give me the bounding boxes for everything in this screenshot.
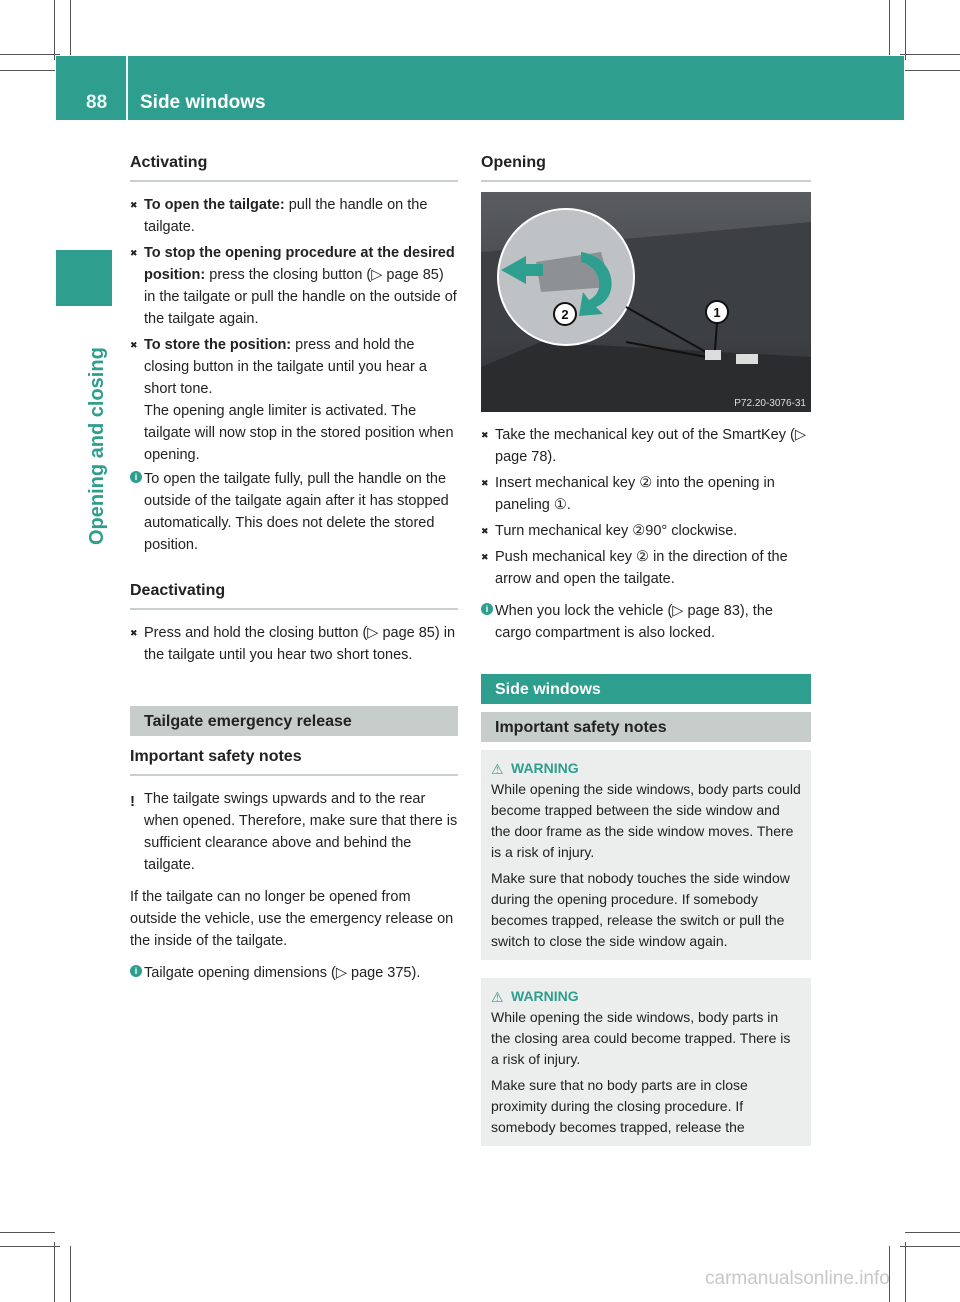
deactivating-heading: Deactivating [130,580,458,610]
info-note [130,468,458,556]
opening-heading: Opening [481,152,811,182]
crop-mark [905,1232,960,1233]
right-column [481,152,811,1146]
crop-mark [900,1246,960,1247]
info-icon: i [130,965,142,977]
step-text: press and hold the closing button in the tailgate until you hear a short tone. [144,337,427,397]
warning-text: While opening the side windows, body parts in the closing area could become trapped. There is a risk of injury. [491,1009,791,1067]
step-extra: The opening angle limiter is activated. The tailgate will now stop in the stored position when opening. [144,403,454,463]
caution-note [130,788,458,876]
figure-code: P72.20-3076-31 [734,398,806,409]
page-number: 88 [86,92,108,113]
paragraph: If the tailgate can no longer be opened from outside the vehicle, use the emergency release on the inside of the tailgate. [130,889,454,949]
crop-mark [889,0,890,55]
warning-title: WARNING [511,760,579,776]
crop-mark [905,1242,906,1302]
warning-title: WARNING [511,988,579,1004]
warning-text: Make sure that nobody touches the side window during the opening procedure. If somebody becomes trapped, release the switch or pull the switch to close the side window again. [491,870,790,949]
header-separator [126,56,128,120]
step-take-key [481,424,811,468]
tailgate-figure [481,192,811,412]
section-side-label: Opening and closing [86,347,108,545]
crop-mark [54,1242,55,1302]
step-store-position [130,334,458,466]
info-note [481,600,811,644]
crop-mark [70,1246,71,1302]
step-deactivate [130,622,458,666]
caution-icon: ! [130,793,135,810]
step-bold: To open the tailgate: [144,197,285,213]
activating-heading: Activating [130,152,458,182]
step-text: pull the handle on the tailgate. [144,197,428,235]
step-bold: To stop the opening procedure at the desired position: [144,245,455,283]
crop-mark [0,1232,55,1233]
step-open-tailgate [130,194,458,238]
step-push-key [481,546,811,590]
section-band-green: Side windows [481,674,811,704]
callout-label: 1 [713,305,721,320]
crop-mark [905,0,906,60]
section-band: Tailgate emergency release [130,706,458,736]
step-insert-key [481,472,811,516]
crop-mark [905,70,960,71]
left-column [130,152,458,984]
info-text: Tailgate opening dimensions (▷ page 375). [144,965,421,981]
info-note [130,962,458,984]
step-text: Insert mechanical key ② into the opening in paneling ①. [495,475,775,513]
page-title: Side windows [140,92,266,113]
warning-text: Make sure that no body parts are in close proximity during the closing procedure. If somebody becomes trapped, release the [491,1077,748,1135]
warning-icon: ⚠ [491,761,504,777]
caution-text: The tailgate swings upwards and to the rear when opened. Therefore, make sure that there is sufficient clearance above and behind the tailgate. [144,791,458,873]
step-text: press the closing button (▷ page 85) in the tailgate or pull the handle on the outside of the tailgate again. [144,267,457,327]
info-text: When you lock the vehicle (▷ page 83), the cargo compartment is also locked. [495,603,773,641]
crop-mark [0,70,55,71]
step-text: Turn mechanical key ②90° clockwise. [495,523,738,539]
safety-heading: Important safety notes [130,746,458,776]
warning-icon: ⚠ [491,989,504,1005]
warning-box [481,750,811,960]
step-bold: To store the position: [144,337,292,353]
crop-mark [0,54,60,55]
step-turn-key [481,520,811,542]
crop-mark [900,54,960,55]
info-icon: i [130,471,142,483]
step-text: Push mechanical key ② in the direction of the arrow and open the tailgate. [495,549,788,587]
crop-mark [0,1246,60,1247]
callout-label: 2 [561,307,569,322]
section-band: Important safety notes [481,712,811,742]
crop-mark [70,0,71,55]
step-text: Press and hold the closing button (▷ page 85) in the tailgate until you hear two short tones. [144,625,456,663]
crop-mark [54,0,55,60]
info-icon: i [481,603,493,615]
watermark: carmanualsonline.info [705,1268,890,1289]
step-stop-opening [130,242,458,330]
side-tab [56,250,112,306]
warning-text: While opening the side windows, body parts could become trapped between the side window and the door frame as the side window moves. There is a risk of injury. [491,781,801,860]
step-text: Take the mechanical key out of the SmartKey (▷ page 78). [495,427,806,465]
info-text: To open the tailgate fully, pull the handle on the outside of the tailgate again after it has stopped automatically. This does not delete the stored position. [144,471,449,553]
warning-box [481,978,811,1146]
